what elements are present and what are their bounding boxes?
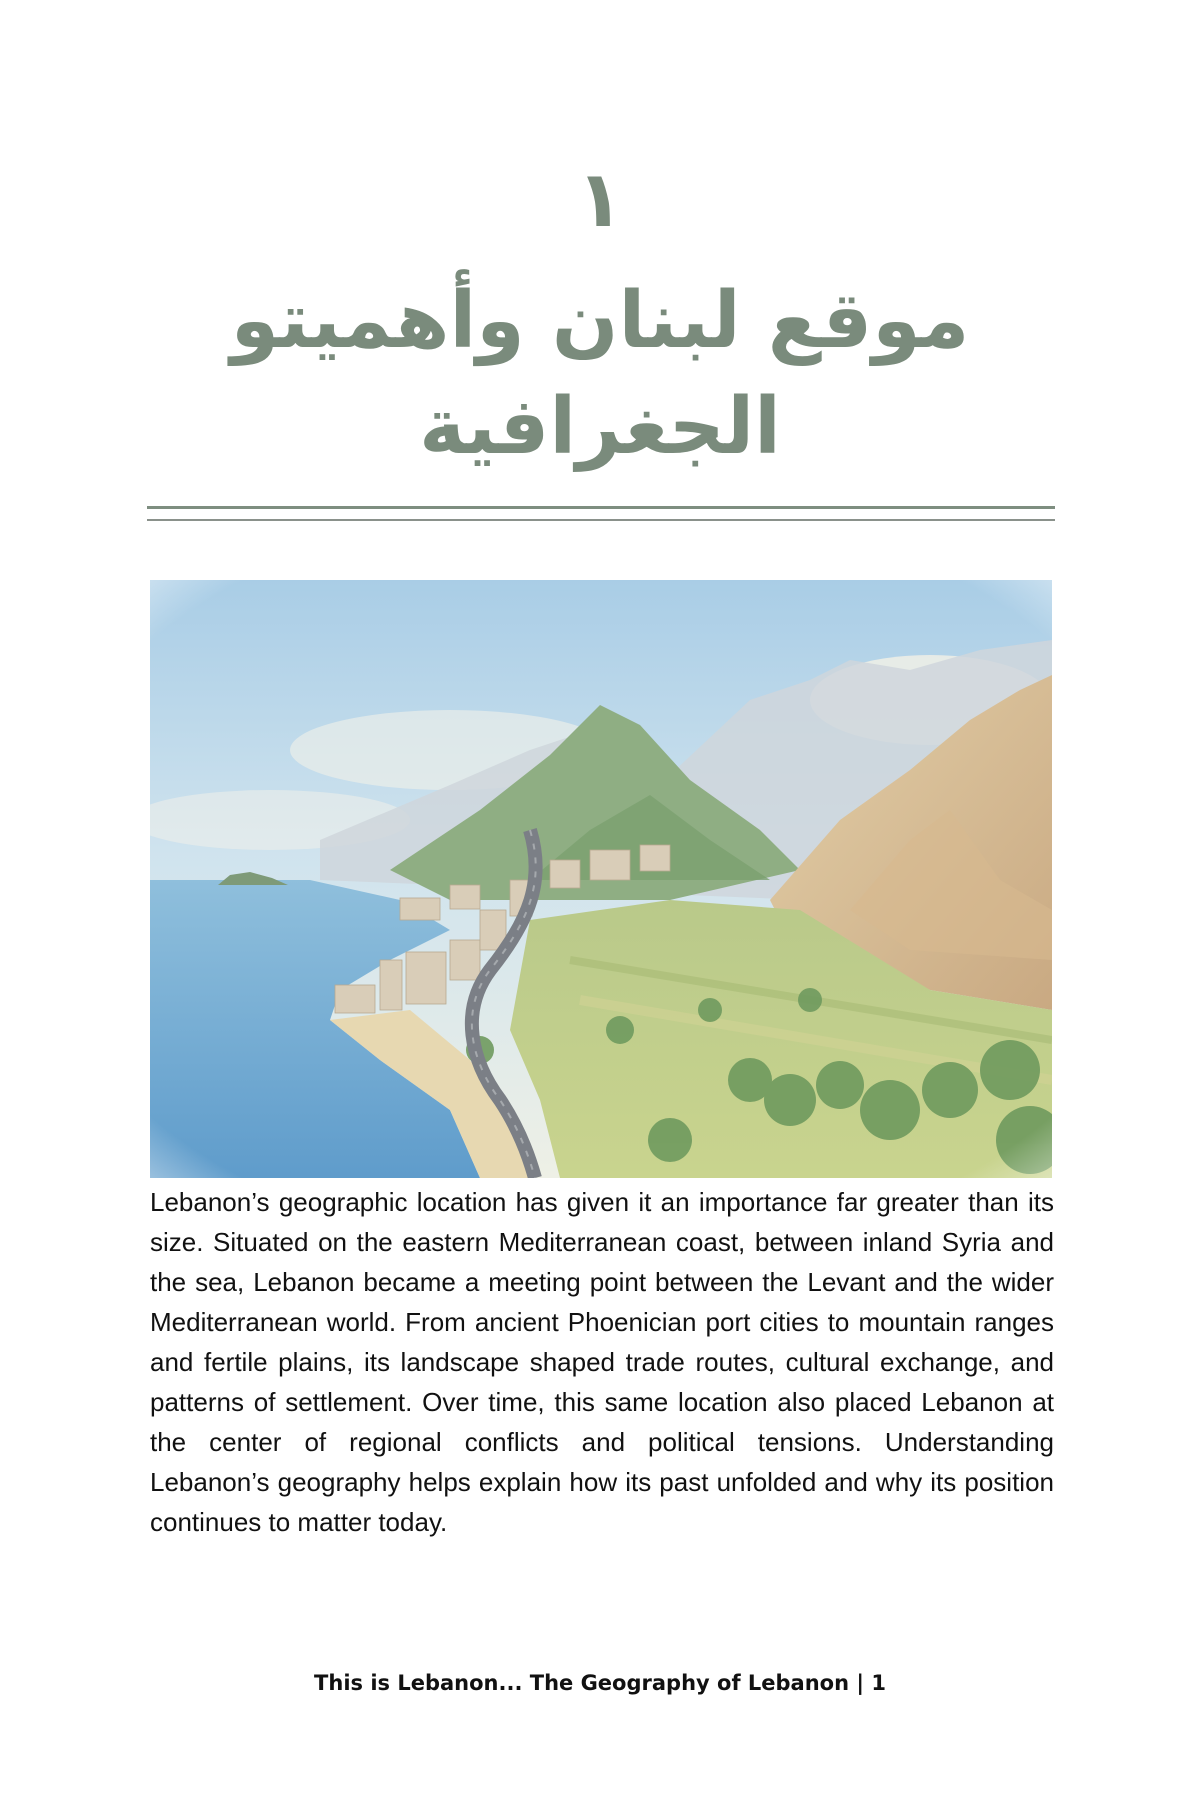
page-footer: This is Lebanon... The Geography of Lebanon | 1 xyxy=(314,1671,886,1695)
title-divider-thin xyxy=(147,519,1055,521)
coastline-illustration xyxy=(150,580,1052,1178)
title-divider-thick xyxy=(147,506,1055,509)
body-paragraph: Lebanon’s geographic location has given it an importance far greater than its size. Situated on the eastern Mediterranean coast, between inland Syria and the sea, Lebanon became a meeting point between the Levant and the wider Mediterranean world. From ancient Phoenician port cities to mountain ranges and fertile plains, its landscape shaped trade routes, cultural exchange, and patterns of settlement. Over time, this same location also placed Lebanon at the center of regional conflicts and political tensions. Understanding Lebanon’s geography helps explain how its past unfolded and why its position continues to matter today. xyxy=(150,1187,1054,1537)
chapter-title: موقع لبنان وأهميتو الجغرافية xyxy=(230,276,970,472)
chapter-number: ١ xyxy=(576,155,624,245)
